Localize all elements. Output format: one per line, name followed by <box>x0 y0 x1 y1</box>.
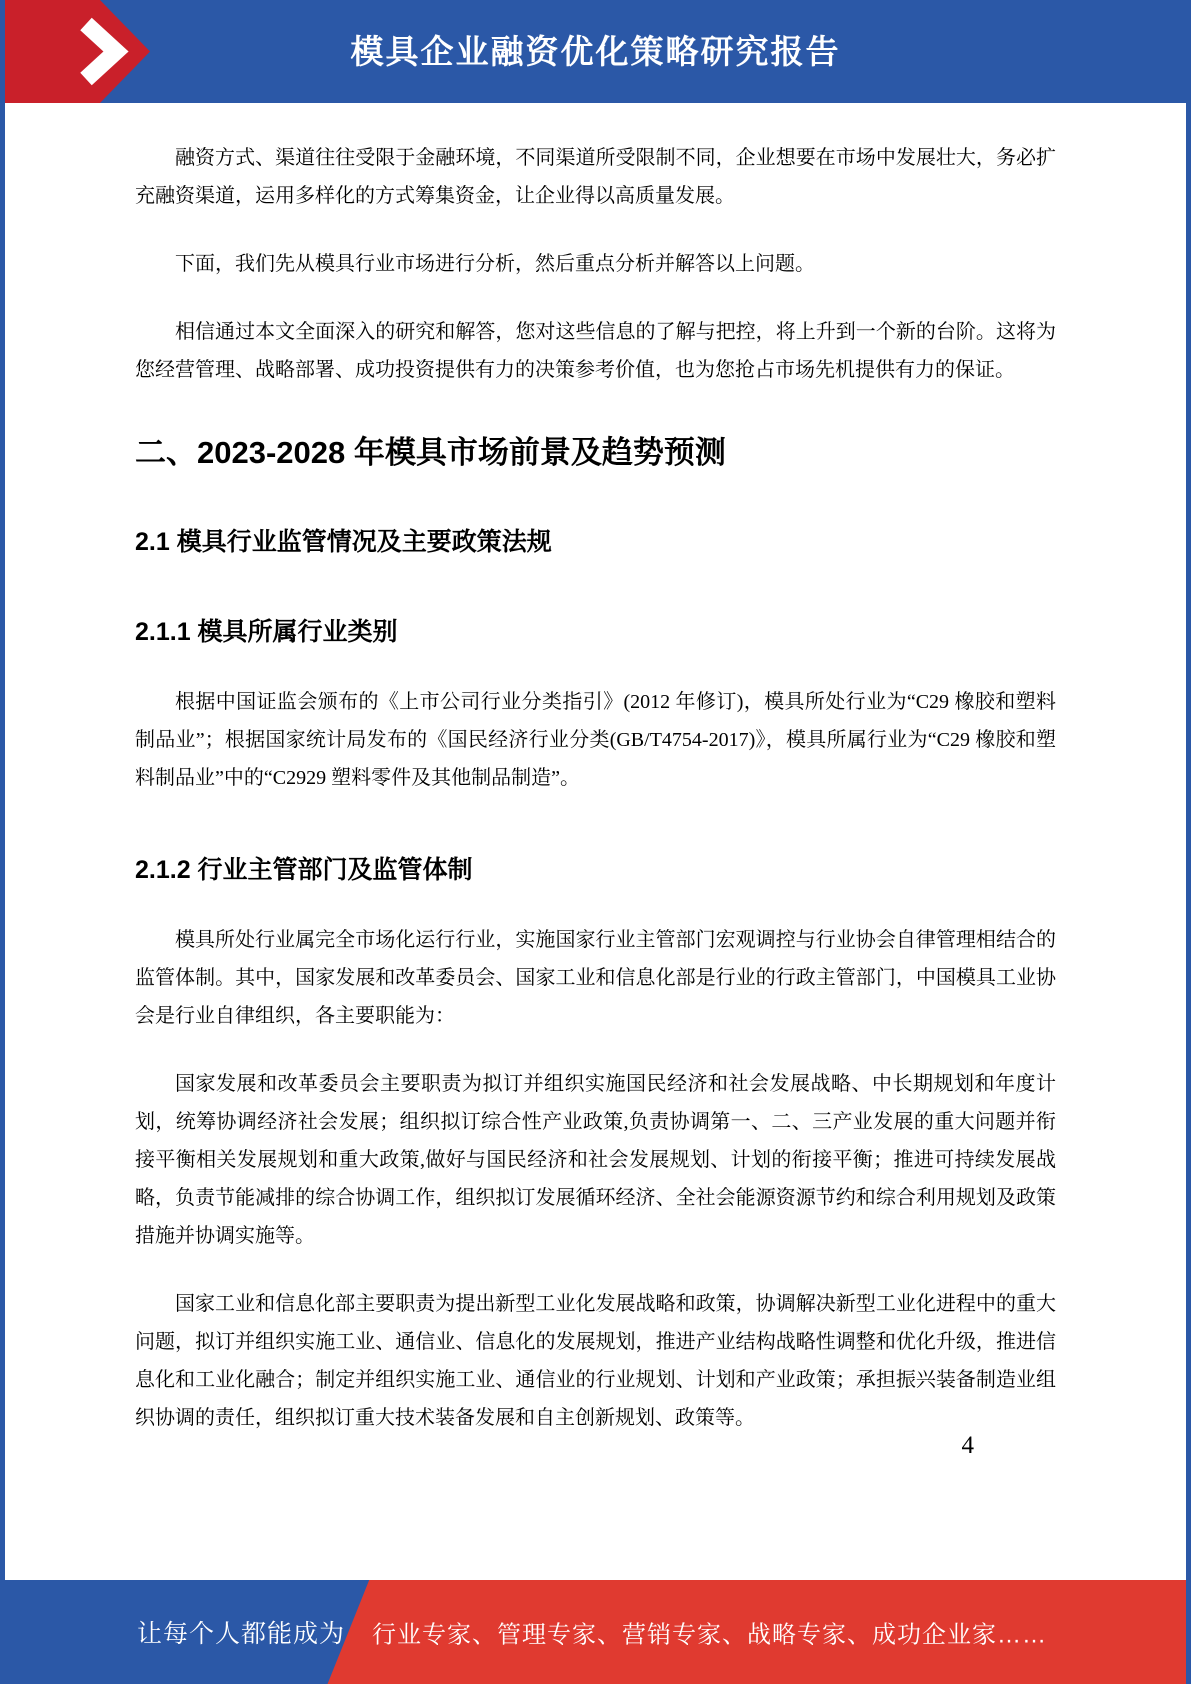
document-body <box>135 103 1056 1467</box>
page-footer <box>0 1580 1191 1684</box>
section-heading-2-1: 2.1 模具行业监管情况及主要政策法规 <box>135 528 552 556</box>
report-title: 模具企业融资优化策略研究报告 <box>350 33 841 70</box>
paragraph: 相信通过本文全面深入的研究和解答，您对这些信息的了解与把控，将上升到一个新的台阶。这将为您经营管理、战略部署、成功投资提供有力的决策参考价值，也为您抢占市场先机提供有力的保证。 <box>135 321 1056 381</box>
subsection-heading-2-1-1: 2.1.1 模具所属行业类别 <box>135 618 398 646</box>
chapter-heading: 二、2023-2028 年模具市场前景及趋势预测 <box>135 435 726 470</box>
paragraph: 根据中国证监会颁布的《上市公司行业分类指引》(2012 年修订)，模具所处行业为“C29 橡胶和塑料制品业”；根据国家统计局发布的《国民经济行业分类(GB/T4754-2017)》，模具所属行业为“C29 橡胶和塑料制品业”中的“C2929 塑料零件及其他制品制造”。 <box>135 691 1056 789</box>
paragraph: 融资方式、渠道往往受限于金融环境，不同渠道所受限制不同，企业想要在市场中发展壮大，务必扩充融资渠道，运用多样化的方式筹集资金，让企业得以高质量发展。 <box>135 147 1056 207</box>
subsection-heading-2-1-2: 2.1.2 行业主管部门及监管体制 <box>135 856 473 884</box>
paragraph: 国家工业和信息化部主要职责为提出新型工业化发展战略和政策，协调解决新型工业化进程中的重大问题，拟订并组织实施工业、通信业、信息化的发展规划，推进产业结构战略性调整和优化升级，推进信息化和工业化融合；制定并组织实施工业、通信业的行业规划、计划和产业政策；承担振兴装备制造业组织协调的责任，组织拟订重大技术装备发展和自主创新规划、政策等。 <box>135 1293 1056 1429</box>
page-header <box>0 0 1191 103</box>
paragraph: 模具所处行业属完全市场化运行行业，实施国家行业主管部门宏观调控与行业协会自律管理相结合的监管体制。其中，国家发展和改革委员会、国家工业和信息化部是行业的行政主管部门，中国模具工业协会是行业自律组织，各主要职能为： <box>135 929 1056 1027</box>
page-number: 4 <box>961 1432 974 1459</box>
paragraph: 国家发展和改革委员会主要职责为拟订并组织实施国民经济和社会发展战略、中长期规划和年度计划，统筹协调经济社会发展；组织拟订综合性产业政策,负责协调第一、二、三产业发展的重大问题并衔接平衡相关发展规划和重大政策,做好与国民经济和社会发展规划、计划的衔接平衡；推进可持续发展战略，负责节能减排的综合协调工作，组织拟订发展循环经济、全社会能源资源节约和综合利用规划及政策措施并协调实施等。 <box>135 1073 1056 1247</box>
paragraph: 下面，我们先从模具行业市场进行分析，然后重点分析并解答以上问题。 <box>175 253 815 275</box>
footer-slogan-right: 行业专家、管理专家、营销专家、战略专家、成功企业家…… <box>372 1621 1047 1649</box>
footer-slogan-left: 让每个人都能成为 <box>137 1620 346 1648</box>
